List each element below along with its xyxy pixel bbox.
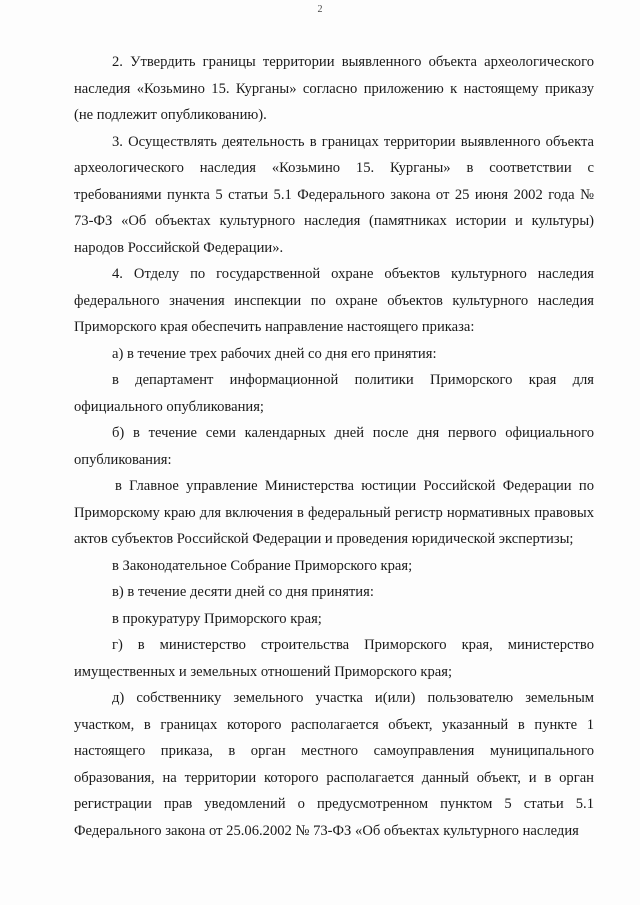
page-number: 2 — [317, 4, 323, 15]
document-body — [74, 49, 594, 844]
paragraph-subitem-d: д) собственнику земельного участка и(или) пользователю земельным участком, в границах которого располагается объект, указанный в пункте 1 настоящего приказа, в орган местного самоуправления муниципального образования, на территории которого располагается данный объект, и в орган регистрации прав уведомлений о предусмотренном пунктом 5 статьи 5.1 Федерального закона от 25.06.2002 № 73-ФЗ «Об объектах культурного наследия — [74, 690, 594, 839]
paragraph-recipient-justice: в Главное управление Министерства юстиции Российской Федерации по Приморскому краю для включения в федеральный регистр нормативных правовых актов субъектов Российской Федерации и проведения юридической экспертизы; — [74, 478, 594, 547]
paragraph-item-4: 4. Отделу по государственной охране объектов культурного наследия федерального значения инспекции по охране объектов культурного наследия Приморского края обеспечить направление настоящего приказа: — [74, 266, 594, 335]
paragraph-subitem-v: в) в течение десяти дней со дня принятия: — [112, 584, 374, 600]
paragraph-recipient-legislative: в Законодательное Собрание Приморского края; — [112, 557, 413, 574]
paragraph-subitem-g: г) в министерство строительства Приморского края, министерство имущественных и земельных отношений Приморского края; — [74, 637, 594, 680]
paragraph-item-2: 2. Утвердить границы территории выявленного объекта археологического наследия «Козьмино 15. Курганы» согласно приложению к настоящему приказу (не подлежит опубликованию). — [74, 54, 594, 123]
paragraph-subitem-a: а) в течение трех рабочих дней со дня его принятия: — [112, 345, 437, 362]
paragraph-item-3: 3. Осуществлять деятельность в границах территории выявленного объекта археологического наследия «Козьмино 15. Курганы» в соответствии с требованиями пункта 5 статьи 5.1 Федерального закона от 25 июня 2002 года № 73-ФЗ «Об объектах культурного наследия (памятниках истории и культуры) народов Российской Федерации». — [74, 133, 594, 256]
paragraph-subitem-b: б) в течение семи календарных дней после дня первого официального опубликования: — [74, 425, 594, 468]
paragraph-recipient-info-policy: в департамент информационной политики Приморского края для официального опубликования; — [74, 372, 594, 415]
paragraph-recipient-prosecutor: в прокуратуру Приморского края; — [112, 610, 322, 627]
